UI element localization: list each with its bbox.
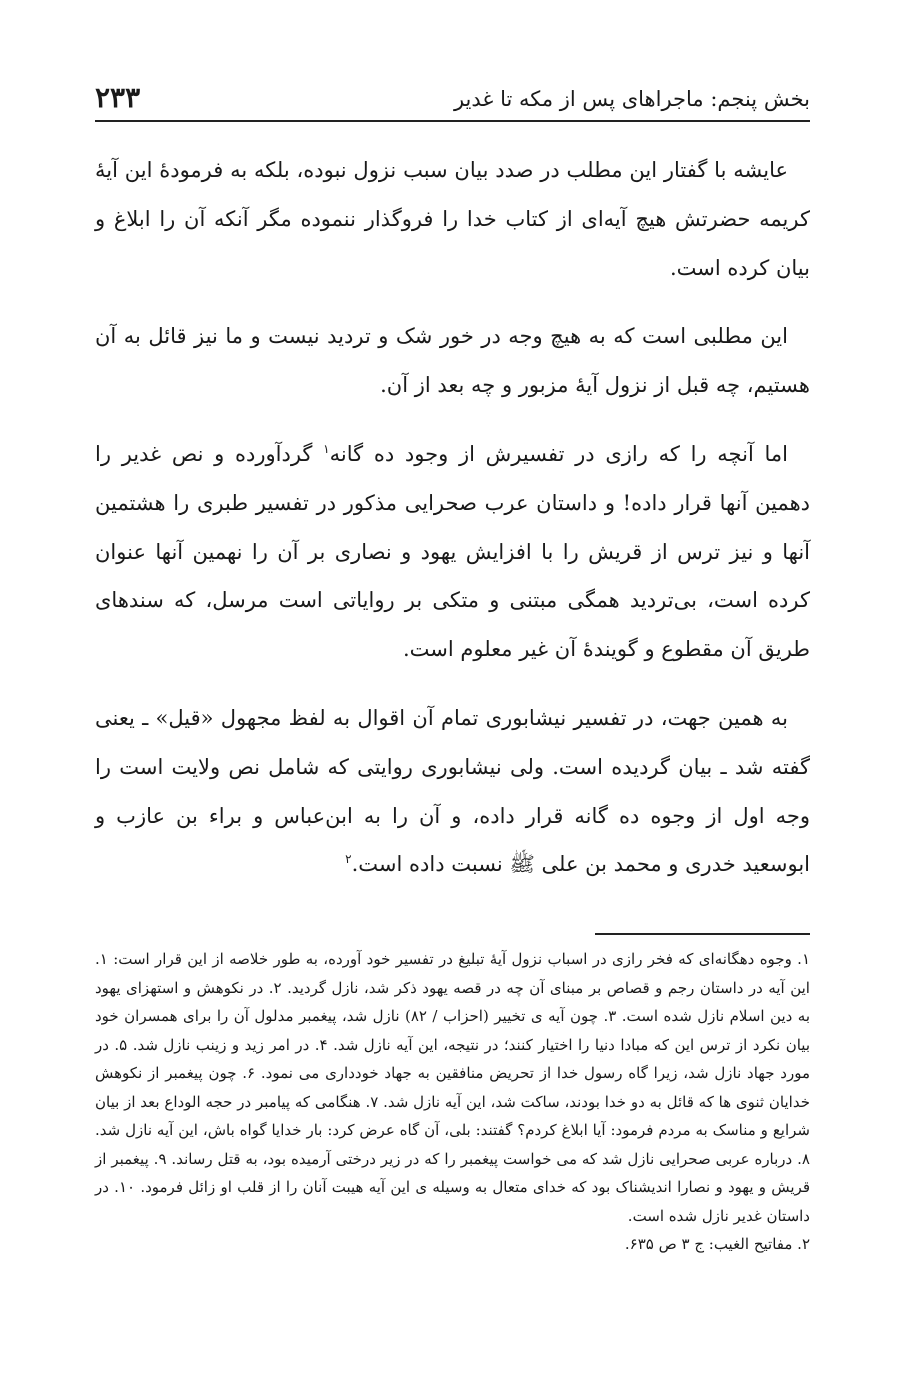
footnote-separator xyxy=(595,933,810,935)
paragraph xyxy=(95,146,810,292)
paragraph-text: به همین جهت، در تفسیر نیشابوری تمام آن اقوال به لفظ مجهول «قیل» ـ یعنی گفته شد ـ بیان گردیده است. ولی نیشابوری روایتی که شامل نص ولایت است را وجه اول از وجوه ده گانه قرار داده، و آن را به ابن‌عباس و براء بن عازب و ابوسعید خدری و محمد بن علی ﷺ نسبت داده است. xyxy=(95,705,810,877)
paragraph-text: گردآورده و نص غدیر را دهمین آنها قرار داده! و داستان عرب صحرایی مذکور در تفسیر طبری را هشتمین آنها و نیز ترس از قریش را با افزایش یهود و نصاری بر آن را نهمین آنها عنوان کرده است، بی‌تردید همگی مبتنی و متکی بر روایاتی است مرسل، که سندهای طریق آن مقطوع و گویندهٔ آن غیر معلوم است. xyxy=(95,441,810,662)
running-header xyxy=(95,60,810,122)
page-number: ۲۳۳ xyxy=(95,81,141,114)
footnotes xyxy=(95,945,810,1259)
paragraph xyxy=(95,430,810,674)
book-page xyxy=(95,60,810,1259)
footnote-ref[interactable]: ۲ xyxy=(345,852,352,867)
paragraph xyxy=(95,694,810,889)
paragraph xyxy=(95,312,810,410)
chapter-title: بخش پنجم: ماجراهای پس از مکه تا غدیر xyxy=(453,86,810,111)
footnote: ۱. وجوه دهگانه‌ای که فخر رازی در اسباب نزول آیهٔ تبلیغ در تفسیر خود آورده، به طور خلاصه از این قرار است: ۱. این آیه در داستان رجم و قصاص بر مبنای آن چه در قصه یهود ذکر شد، نازل گردید. ۲. در نکوهش و استهزای یهود به دین اسلام نازل شده است. ۳. چون آیه ی تخییر (احزاب / ۸۲) نازل شد، پیغمبر مدلول آن را برای همسران خود بیان نکرد از ترس این که مبادا دنیا را اختیار کنند؛ در نتیجه، این آیه نازل شد. ۴. در امر زید و زینب نازل شد. ۵. در مورد جهاد نازل شد، زیرا گاه رسول خدا از تحریض منافقین به جهاد خودداری می نمود. ۶. چون پیغمبر از نکوهش خدایان ثنوی ها که قائل به دو خدا بودند، ساکت شد، این آیه نازل شد. ۷. هنگامی که پیامبر در حجه الوداع بعد از بیان شرایع و مناسک به مردم فرمود: آیا ابلاغ کردم؟ گفتند: بلی، آن گاه عرض کرد: بار خدایا گواه باش، این آیه نازل شد. ۸. درباره عربی صحرایی نازل شد که می خواست پیغمبر را که در زیر درختی آرمیده بود، به قتل رساند. ۹. پیغمبر از قریش و یهود و نصارا اندیشناک بود که خدای متعال به وسیله ی این آیه هیبت آنان را از قلب او زائل فرمود. ۱۰. در داستان غدیر نازل شده است. xyxy=(95,950,810,1225)
footnote-ref[interactable]: ۱ xyxy=(323,441,330,456)
footnote-separator-wrap xyxy=(95,909,810,945)
main-text xyxy=(95,146,810,889)
footnote: ۲. مفاتیح الغیب: ج ۳ ص ۶۳۵. xyxy=(624,1235,810,1254)
paragraph-text: اما آنچه را که رازی در تفسیرش از وجود ده گانه xyxy=(329,441,788,466)
paragraph-text: عایشه با گفتار این مطلب در صدد بیان سبب نزول نبوده، بلکه به فرمودهٔ این آیهٔ کریمه حضرتش هیچ آیه‌ای از کتاب خدا را فروگذار ننموده مگر آنکه آن را ابلاغ و بیان کرده است. xyxy=(95,158,810,280)
paragraph-text: این مطلبی است که به هیچ وجه در خور شک و تردید نیست و ما نیز قائل به آن هستیم، چه قبل از نزول آیهٔ مزبور و چه بعد از آن. xyxy=(95,324,810,398)
